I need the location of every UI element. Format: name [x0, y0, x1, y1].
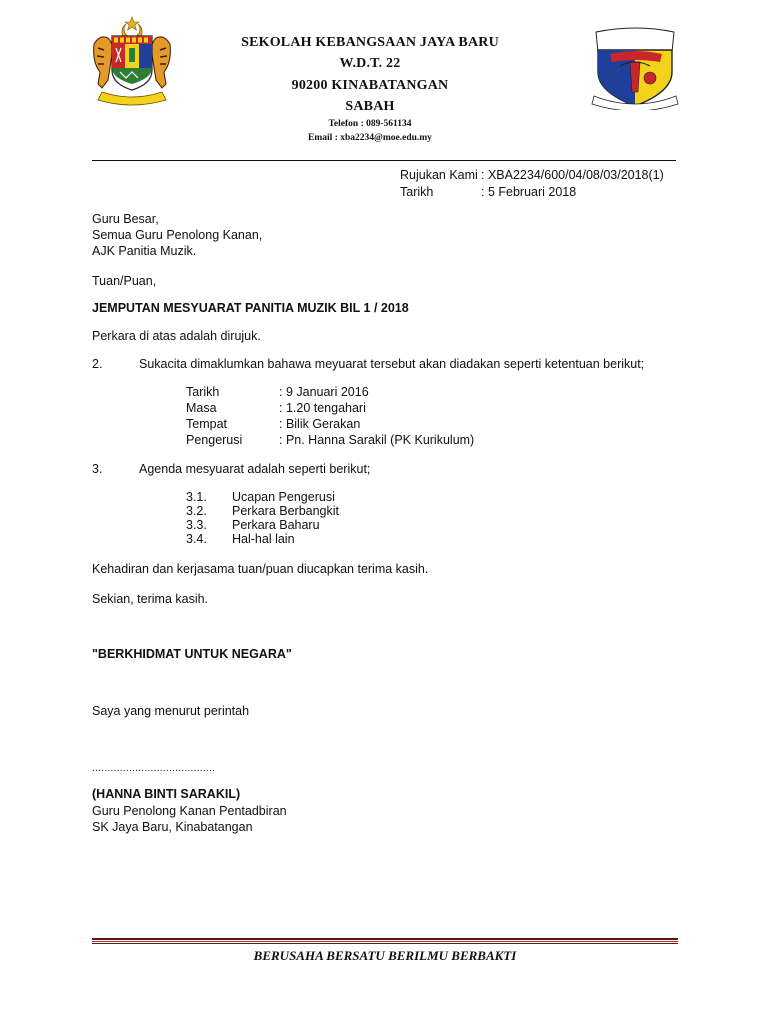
- detail-label: Pengerusi: [186, 433, 243, 447]
- letterhead-divider: [92, 160, 676, 161]
- paragraph-2-text: Sukacita dimaklumkan bahawa meyuarat tersebut akan diadakan seperti ketentuan berikut;: [139, 357, 645, 371]
- signoff: Saya yang menurut perintah: [92, 704, 250, 718]
- agenda-item: Perkara Baharu: [232, 518, 320, 532]
- recipient-line: Guru Besar,: [92, 212, 159, 226]
- agenda-number: 3.4.: [186, 532, 207, 546]
- school-code: W.D.T. 22: [339, 56, 401, 71]
- paragraph-3-text: Agenda mesyuarat adalah seperti berikut;: [139, 462, 371, 476]
- signatory-school: SK Jaya Baru, Kinabatangan: [92, 820, 253, 834]
- footer-rule-bottom: [92, 943, 678, 944]
- school-email: Email : xba2234@moe.edu.my: [308, 133, 432, 143]
- school-state: SABAH: [345, 99, 395, 114]
- closing-sekian: Sekian, terima kasih.: [92, 592, 209, 606]
- detail-value: : Pn. Hanna Sarakil (PK Kurikulum): [279, 433, 475, 447]
- agenda-number: 3.1.: [186, 490, 207, 504]
- closing-thanks: Kehadiran dan kerjasama tuan/puan diucapkan terima kasih.: [92, 562, 429, 576]
- paragraph-2-number: 2.: [92, 357, 103, 371]
- footer-rule-top: [92, 938, 678, 940]
- recipient-line: AJK Panitia Muzik.: [92, 244, 197, 258]
- paragraph-3-number: 3.: [92, 462, 103, 476]
- signatory-position: Guru Penolong Kanan Pentadbiran: [92, 804, 287, 818]
- signature-line: ........................................: [92, 763, 216, 774]
- detail-label: Tempat: [186, 417, 227, 431]
- detail-value: : Bilik Gerakan: [279, 417, 361, 431]
- detail-value: : 9 Januari 2016: [279, 385, 369, 399]
- recipient-line: Semua Guru Penolong Kanan,: [92, 228, 263, 242]
- agenda-item: Ucapan Pengerusi: [232, 490, 335, 504]
- signatory-name: (HANNA BINTI SARAKIL): [92, 787, 241, 801]
- school-town: 90200 KINABATANGAN: [291, 78, 449, 93]
- detail-value: : 1.20 tengahari: [279, 401, 366, 415]
- reference-value: : XBA2234/600/04/08/03/2018(1): [481, 168, 664, 182]
- school-crest-icon: [590, 26, 680, 110]
- school-phone: Telefon : 089-561134: [328, 119, 412, 129]
- detail-label: Masa: [186, 401, 217, 415]
- agenda-number: 3.2.: [186, 504, 207, 518]
- date-label: Tarikh: [400, 185, 434, 199]
- letter-subject: JEMPUTAN MESYUARAT PANITIA MUZIK BIL 1 / 2018: [92, 301, 409, 315]
- paragraph-1: Perkara di atas adalah dirujuk.: [92, 329, 261, 343]
- footer-motto: BERUSAHA BERSATU BERILMU BERBAKTI: [253, 948, 517, 963]
- agenda-number: 3.3.: [186, 518, 207, 532]
- agenda-item: Hal-hal lain: [232, 532, 295, 546]
- agenda-item: Perkara Berbangkit: [232, 504, 340, 518]
- reference-label: Rujukan Kami: [400, 168, 478, 182]
- footer-rule-middle: [92, 941, 678, 942]
- date-value: : 5 Februari 2018: [481, 185, 577, 199]
- salutation: Tuan/Puan,: [92, 274, 157, 288]
- detail-label: Tarikh: [186, 385, 220, 399]
- school-name: SEKOLAH KEBANGSAAN JAYA BARU: [241, 35, 499, 50]
- slogan: "BERKHIDMAT UNTUK NEGARA": [92, 647, 292, 661]
